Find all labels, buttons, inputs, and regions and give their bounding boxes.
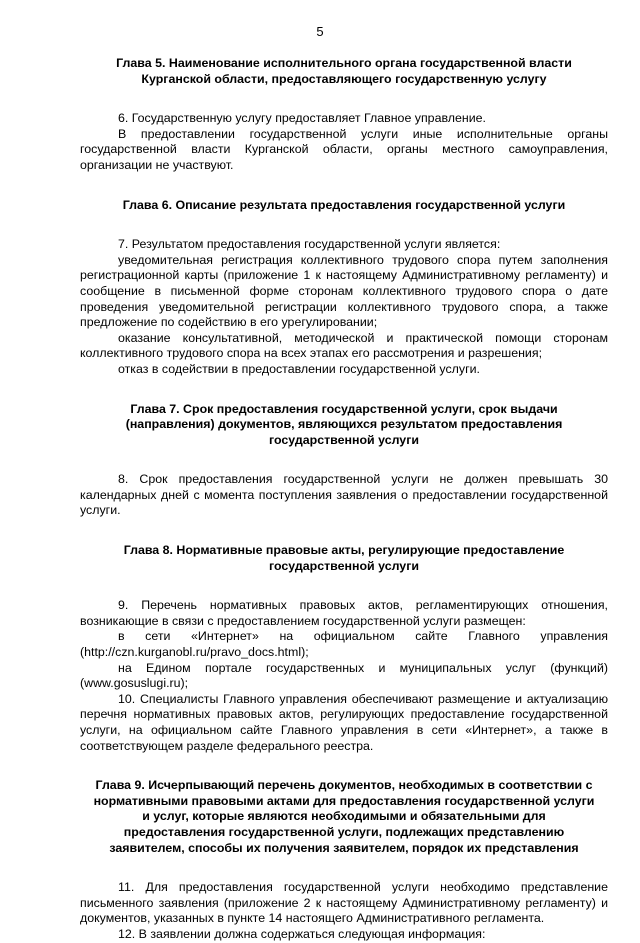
paragraph: 6. Государственную услугу предоставляет Главное управление.: [118, 111, 486, 126]
paragraph: 10. Специалисты Главного управления обеспечивают размещение и актуализацию перечня нормативных правовых актов, регулирующих предоставление государственной услуги, на официальном сайте Главного управления в сети «Интернет», а также в соответствующем разделе федерального реестра.: [80, 691, 608, 753]
paragraph: В предоставлении государственной услуги иные исполнительные органы государственной власти Курганской области, органы местного самоуправления, организации не участвуют.: [80, 126, 608, 172]
chapter-8-heading: Глава 8. Нормативные правовые акты, регулирующие предоставление государственной услуги: [123, 543, 565, 573]
paragraph: 12. В заявлении должна содержаться следующая информация:: [118, 926, 486, 941]
paragraph: 8. Срок предоставления государственной услуги не должен превышать 30 календарных дней с момента поступления заявления о предоставлении государственной услуги.: [80, 472, 608, 518]
page-number: 5: [316, 24, 324, 39]
document-body: [80, 56, 608, 943]
paragraph: уведомительная регистрация коллективного трудового спора путем заполнения регистрационной карты (приложение 1 к настоящему Административному регламенту) и сообщение в письменной форме сторонам коллективного трудового спора о дате проведения уведомительной регистрации коллективного трудового спора, а также предложение по содействию в его урегулировании;: [80, 252, 608, 330]
paragraph: отказ в содействии в предоставлении государственной услуги.: [118, 361, 480, 376]
paragraph: на Едином портале государственных и муниципальных услуг (функций) (www.gosuslugi.ru);: [80, 660, 608, 691]
chapter-6-heading: Глава 6. Описание результата предоставления государственной услуги: [122, 197, 566, 212]
chapter-5-heading: Глава 5. Наименование исполнительного органа государственной власти Курганской области, предоставляющего государственную услугу: [116, 56, 572, 86]
paragraph: в сети «Интернет» на официальном сайте Главного управления (http://czn.kurganobl.ru/pravo_docs.html);: [80, 629, 608, 660]
paragraph: 9. Перечень нормативных правовых актов, регламентирующих отношения, возникающие в связи с предоставлением государственной услуги размещен:: [80, 598, 608, 628]
paragraph: оказание консультативной, методической и практической помощи сторонам коллективного трудового спора на всех этапах его рассмотрения и разрешения;: [80, 330, 608, 361]
chapter-7-heading: Глава 7. Срок предоставления государственной услуги, срок выдачи (направления) документов, являющихся результатом предоставления государственной услуги: [125, 401, 563, 447]
chapter-9-heading: Глава 9. Исчерпывающий перечень документов, необходимых в соответствии с нормативными правовыми актами для предоставления государственной услуги и услуг, которые являются необходимыми и обязательными для предоставления государственной услуги, подлежащих представлению заявителем, способы их получения заявителем, порядок их представления: [93, 778, 595, 855]
paragraph: 11. Для предоставления государственной услуги необходимо представление письменного заявления (приложение 2 к настоящему Административному регламенту) и документов, указанных в пункте 14 настоящего Административного регламента.: [80, 880, 608, 926]
paragraph: 7. Результатом предоставления государственной услуги является:: [118, 237, 501, 252]
